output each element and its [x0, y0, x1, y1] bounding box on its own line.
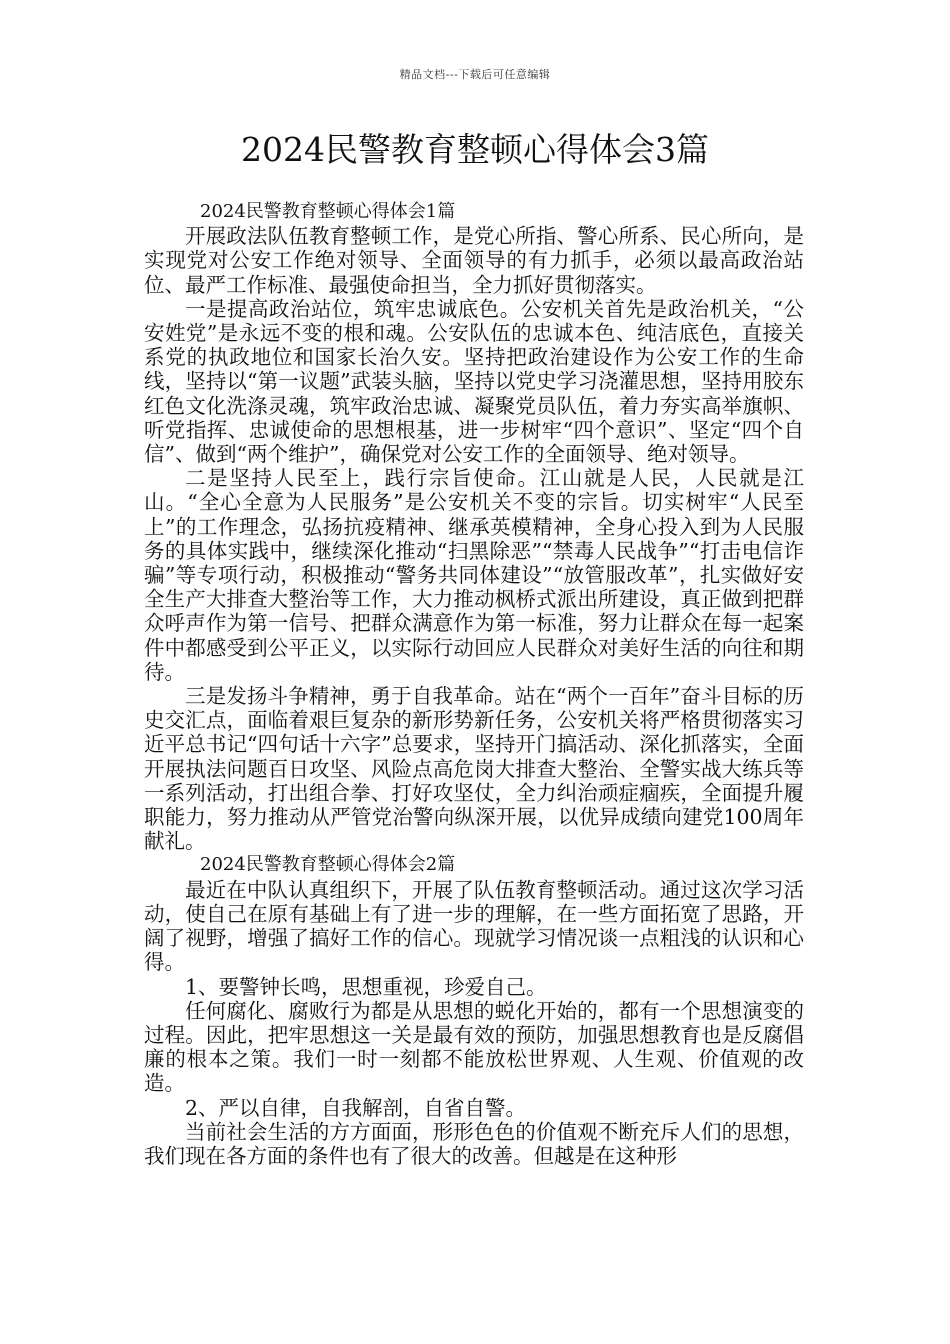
section-2-paragraph: 任何腐化、腐败行为都是从思想的蜕化开始的，都有一个思想演变的过程。因此，把牢思想这一关是最有效的预防，加强思想教育也是反腐倡廉的根本之策。我们一时一刻都不能放松世界观、人生观、价值观的改造。	[144, 998, 804, 1096]
section-1-paragraph: 二是坚持人民至上，践行宗旨使命。江山就是人民，人民就是江山。“全心全意为人民服务”是公安机关不变的宗旨。切实树牢“人民至上”的工作理念，弘扬抗疫精神、继承英模精神，全身心投入到为人民服务的具体实践中，继续深化推动“扫黑除恶”“禁毒人民战争”“打击电信诈骗”等专项行动，积极推动“警务共同体建设”“放管服改革”，扎实做好安全生产大排查大整治等工作，大力推动枫桥式派出所建设，真正做到把群众呼声作为第一信号、把群众满意作为第一标准，努力让群众在每一起案件中都感受到公平正义，以实际行动回应人民群众对美好生活的向往和期待。	[144, 466, 804, 684]
section-2-paragraph: 1、要警钟长鸣，思想重视，珍爱自己。	[185, 974, 547, 999]
section-1-heading: 2024民警教育整顿心得体会1篇	[200, 201, 456, 222]
document-body	[144, 200, 804, 1168]
section-2-heading: 2024民警教育整顿心得体会2篇	[200, 854, 456, 876]
document-title: 2024民警教育整顿心得体会3篇	[241, 130, 709, 169]
section-1-paragraph: 一是提高政治站位，筑牢忠诚底色。公安机关首先是政治机关，“公安姓党”是永远不变的根和魂。公安队伍的忠诚本色、纯洁底色，直接关系党的执政地位和国家长治久安。坚持把政治建设作为公安工作的生命线，坚持以“第一议题”武装头脑，坚持以党史学习浇灌思想，坚持用胶东红色文化洗涤灵魂，筑牢政治忠诚、凝聚党员队伍，着力夯实高举旗帜、听党指挥、忠诚使命的思想根基，进一步树牢“四个意识”、坚定“四个自信”、做到“两个维护”，确保党对公安工作的全面领导、绝对领导。	[144, 296, 804, 467]
section-1-paragraph: 三是发扬斗争精神，勇于自我革命。站在“两个一百年”奋斗目标的历史交汇点，面临着艰巨复杂的新形势新任务，公安机关将严格贯彻落实习近平总书记“四句话十六字”总要求，坚持开门搞活动、深化抓落实，全面开展执法问题百日攻坚、风险点高危岗大排查大整治、全警实战大练兵等一系列活动，打出组合拳、打好攻坚仗，全力纠治顽症痼疾，全面提升履职能力，努力推动从严管党治警向纵深开展，以优异成绩向建党100周年献礼。	[144, 684, 804, 854]
header-note: 精品文档---下载后可任意编辑	[399, 68, 551, 81]
section-2-paragraph: 最近在中队认真组织下，开展了队伍教育整顿活动。通过这次学习活动，使自己在原有基础上有了进一步的理解，在一些方面拓宽了思路，开阔了视野，增强了搞好工作的信心。现就学习情况谈一点粗浅的认识和心得。	[144, 877, 804, 975]
section-2-paragraph: 当前社会生活的方方面面，形形色色的价值观不断充斥人们的思想，我们现在各方面的条件也有了很大的改善。但越是在这种形	[144, 1119, 804, 1168]
section-1-paragraph: 开展政法队伍教育整顿工作，是党心所指、警心所系、民心所向，是实现党对公安工作绝对领导、全面领导的有力抓手，必须以最高政治站位、最严工作标准、最强使命担当，全力抓好贯彻落实。	[144, 224, 804, 297]
section-2-paragraph: 2、严以自律，自我解剖，自省自警。	[185, 1095, 527, 1120]
